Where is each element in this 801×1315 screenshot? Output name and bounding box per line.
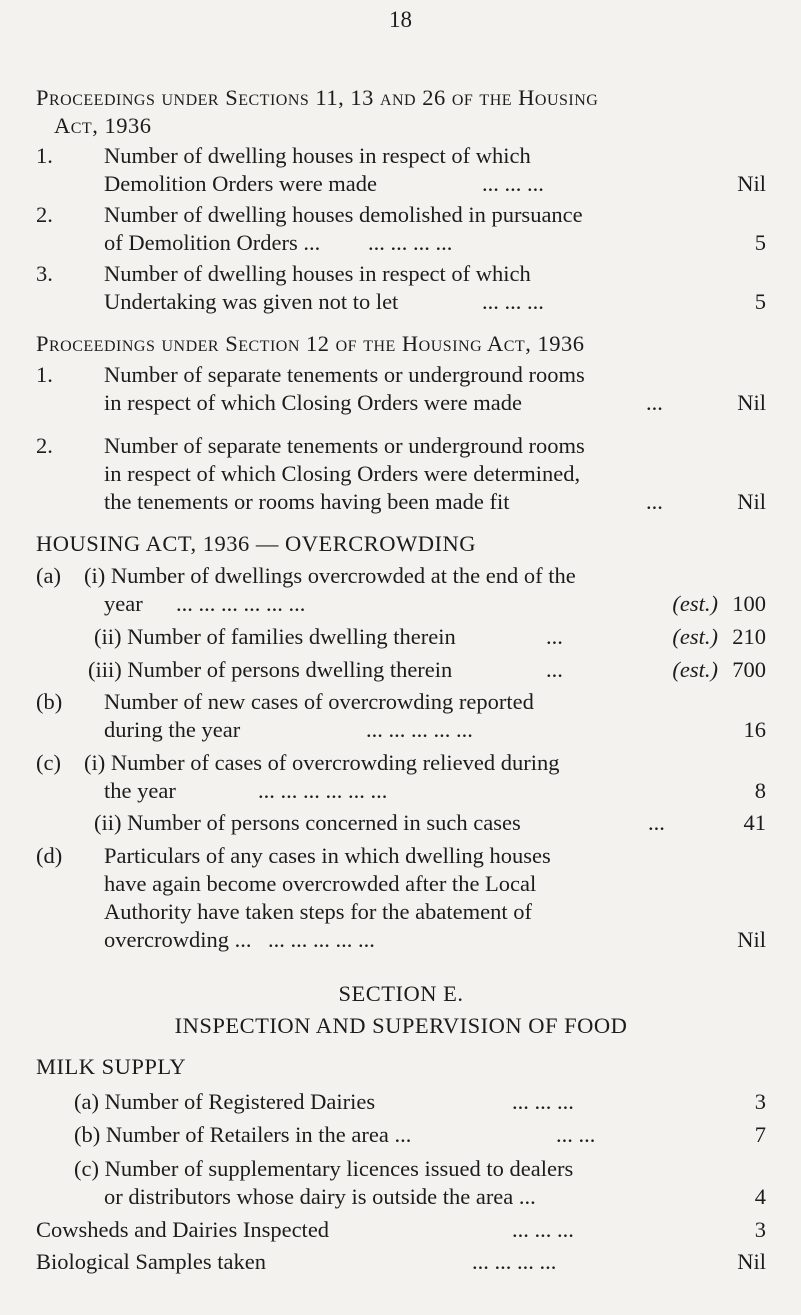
leader-dots: ... ... ...: [482, 289, 544, 314]
item-text: (ii) Number of families dwelling therein: [94, 624, 456, 649]
item-value: Nil: [737, 171, 766, 196]
leader-dots: ...: [546, 657, 563, 682]
leader-dots: ... ... ... ...: [368, 230, 453, 255]
leader-dots: ...: [646, 390, 663, 415]
item-number: 2.: [36, 433, 53, 458]
item-value: Nil: [737, 1249, 766, 1274]
item-text: year: [104, 591, 143, 616]
s2-heading: Proceedings under Section 12 of the Housing Act, 1936: [36, 331, 585, 356]
item-text: Demolition Orders were made: [104, 171, 378, 196]
item-value: 100: [732, 591, 766, 616]
milk-supply-heading: MILK SUPPLY: [36, 1054, 187, 1079]
item-value: 210: [732, 624, 766, 649]
item-value: 4: [754, 1184, 766, 1209]
section-e-title: SECTION E.: [338, 981, 464, 1006]
item-value: 41: [743, 810, 766, 835]
leader-dots: ... ... ... ... ... ...: [176, 591, 306, 616]
item-text: Undertaking was given not to let: [104, 289, 399, 314]
item-label: (a): [36, 563, 61, 588]
item-text: Number of new cases of overcrowding reported: [104, 689, 534, 714]
item-text: Number of dwelling houses in respect of which: [104, 143, 531, 168]
item-number: 1.: [36, 143, 53, 168]
item-text: Cowsheds and Dairies Inspected: [36, 1217, 330, 1242]
item-number: 2.: [36, 202, 53, 227]
item-text: (ii) Number of persons concerned in such cases: [94, 810, 521, 835]
item-text: Number of dwelling houses in respect of which: [104, 261, 531, 286]
item-text: Authority have taken steps for the abatement of: [104, 899, 532, 924]
leader-dots: ... ... ...: [512, 1217, 574, 1242]
item-text: of Demolition Orders ...: [104, 230, 321, 255]
item-value: Nil: [737, 390, 766, 415]
leader-dots: ... ... ... ... ... ...: [258, 778, 388, 803]
item-text: (b) Number of Retailers in the area ...: [74, 1122, 412, 1147]
leader-dots: ... ... ... ... ...: [268, 927, 375, 952]
item-text: Number of separate tenements or underground rooms: [104, 433, 585, 458]
item-value: 16: [743, 717, 766, 742]
leader-dots: ...: [648, 810, 665, 835]
item-text: Biological Samples taken: [36, 1249, 266, 1274]
item-text: during the year: [104, 717, 241, 742]
leader-dots: ... ... ... ...: [472, 1249, 557, 1274]
item-label: (c): [36, 750, 61, 775]
item-text: in respect of which Closing Orders were determined,: [104, 461, 581, 486]
estimate-label: (est.): [672, 657, 718, 682]
leader-dots: ... ... ...: [512, 1089, 574, 1114]
item-value: 5: [754, 289, 766, 314]
leader-dots: ...: [646, 489, 663, 514]
item-value: 3: [754, 1217, 766, 1242]
s1-heading-line2: Act, 1936: [54, 113, 152, 138]
page-number: 18: [389, 7, 412, 32]
item-text: have again become overcrowded after the Local: [104, 871, 537, 896]
item-text: (iii) Number of persons dwelling therein: [88, 657, 453, 682]
item-text: overcrowding ...: [104, 927, 252, 952]
leader-dots: ... ... ... ... ...: [366, 717, 473, 742]
item-text: (i) Number of cases of overcrowding relieved during: [84, 750, 560, 775]
item-text: the tenements or rooms having been made fit: [104, 489, 510, 514]
item-value: 700: [732, 657, 766, 682]
s3-heading: HOUSING ACT, 1936 — OVERCROWDING: [36, 531, 476, 556]
item-text: Number of separate tenements or underground rooms: [104, 362, 585, 387]
item-value: Nil: [737, 927, 766, 952]
item-text: in respect of which Closing Orders were made: [104, 390, 522, 415]
leader-dots: ...: [546, 624, 563, 649]
item-label: (d): [36, 843, 63, 868]
item-label: (b): [36, 689, 63, 714]
item-text: or distributors whose dairy is outside the area ...: [104, 1184, 536, 1209]
s1-heading-line1: Proceedings under Sections 11, 13 and 26 of the Housing: [36, 85, 599, 110]
item-value: Nil: [737, 489, 766, 514]
item-text: Number of dwelling houses demolished in pursuance: [104, 202, 583, 227]
item-text: (c) Number of supplementary licences issued to dealers: [74, 1156, 574, 1181]
item-value: 5: [754, 230, 766, 255]
leader-dots: ... ... ...: [482, 171, 544, 196]
item-number: 1.: [36, 362, 53, 387]
estimate-label: (est.): [672, 591, 718, 616]
item-text: (i) Number of dwellings overcrowded at the end of the: [84, 563, 576, 588]
item-value: 7: [754, 1122, 766, 1147]
item-text: (a) Number of Registered Dairies: [74, 1089, 376, 1114]
item-value: 3: [754, 1089, 766, 1114]
item-text: the year: [104, 778, 176, 803]
item-text: Particulars of any cases in which dwelling houses: [104, 843, 551, 868]
leader-dots: ... ...: [556, 1122, 596, 1147]
item-number: 3.: [36, 261, 53, 286]
item-value: 8: [754, 778, 766, 803]
estimate-label: (est.): [672, 624, 718, 649]
section-e-subtitle: INSPECTION AND SUPERVISION OF FOOD: [174, 1013, 628, 1038]
